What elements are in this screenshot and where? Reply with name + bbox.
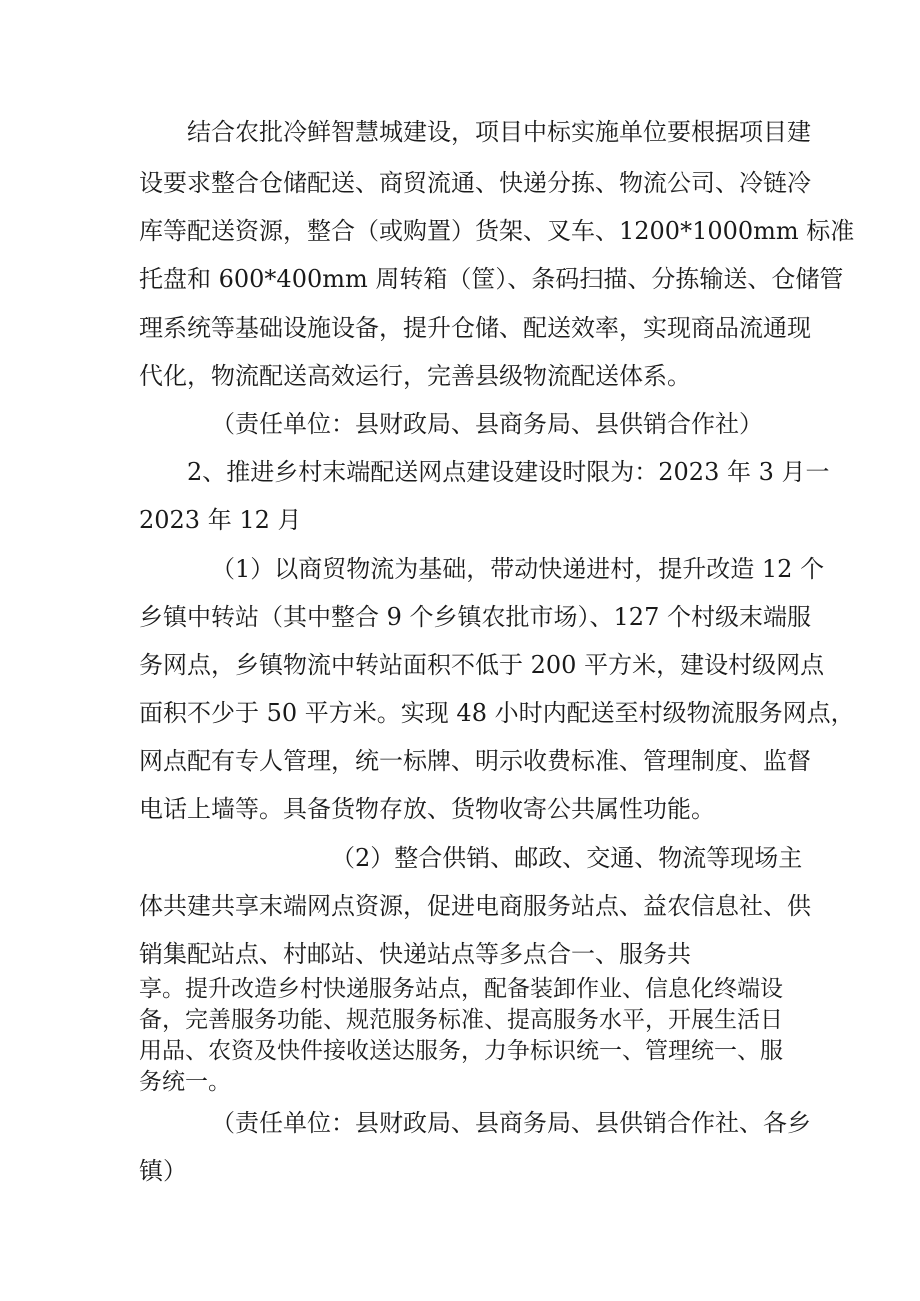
responsibility-line: （责任单位：县财政局、县商务局、县供销合作社、各乡 (211, 1109, 811, 1137)
text-line: （1）以商贸物流为基础，带动快递进村，提升改造 12 个 (211, 555, 825, 583)
text-line: 电话上墙等。具备货物存放、货物收寄公共属性功能。 (139, 795, 715, 823)
text-line: 销集配站点、村邮站、快递站点等多点合一、服务共 (139, 940, 691, 968)
text-line: 结合农批冷鲜智慧城建设，项目中标实施单位要根据项目建 (187, 118, 811, 146)
text-line: 库等配送资源，整合（或购置）货架、叉车、1200*1000mm 标准 (139, 217, 855, 245)
text-line: 享。提升改造乡村快递服务站点，配备装卸作业、信息化终端设 (139, 976, 783, 1002)
text-line: 用品、农资及快件接收送达服务，力争标识统一、管理统一、服 (139, 1038, 783, 1064)
section-heading: 2、推进乡村末端配送网点建设建设时限为：2023 年 3 月一 (187, 458, 830, 486)
text-line: 乡镇中转站（其中整合 9 个乡镇农批市场）、127 个村级末端服 (139, 603, 811, 631)
text-line: 务网点，乡镇物流中转站面积不低于 200 平方米，建设村级网点 (139, 651, 825, 679)
text-line: 代化，物流配送高效运行，完善县级物流配送体系。 (139, 362, 691, 390)
text-line: 网点配有专人管理，统一标牌、明示收费标准、管理制度、监督 (139, 747, 811, 775)
text-line: 理系统等基础设施设备，提升仓储、配送效率，实现商品流通现 (139, 314, 811, 342)
text-line: 面积不少于 50 平方米。实现 48 小时内配送至村级物流服务网点， (139, 699, 855, 727)
responsibility-line: （责任单位：县财政局、县商务局、县供销合作社） (211, 410, 763, 438)
text-line: 2023 年 12 月 (139, 506, 302, 534)
text-line: 备，完善服务功能、规范服务标准、提高服务水平，开展生活日 (139, 1007, 783, 1033)
text-line: 托盘和 600*400mm 周转箱（筐）、条码扫描、分拣输送、仓储管 (139, 265, 844, 293)
text-line: 体共建共享末端网点资源，促进电商服务站点、益农信息社、供 (139, 892, 811, 920)
text-line: 务统一。 (139, 1069, 231, 1095)
text-line: （2）整合供销、邮政、交通、物流等现场主 (331, 844, 803, 872)
text-line: 镇） (139, 1157, 187, 1185)
text-line: 设要求整合仓储配送、商贸流通、快递分拣、物流公司、冷链冷 (139, 169, 811, 197)
